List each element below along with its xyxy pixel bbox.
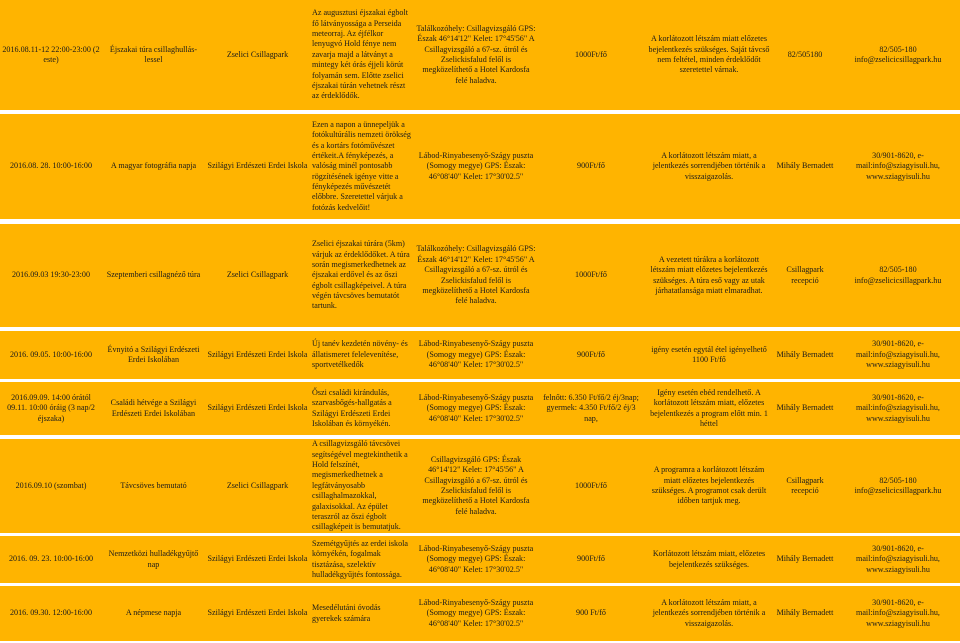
event-notes-cell [644,536,774,583]
event-description: A csillagvizsgáló távcsövei segítségével megtekinthetik a Hold felszínét, megismerkedhetnek a legfátványosabb csillaghalmazokkal, galaxisokkal. Az épület teraszról az őszi égbolt csillagképeit is bemutatjuk. [312,439,408,532]
event-location-cell [414,331,538,379]
event-info[interactable]: 82/505-180 info@zselicicsillagpark.hu [854,265,942,285]
event-description: Új tanév kezdetén növény- és állatismeret felelevenítése, sportvetélkedők [312,339,408,370]
event-location: Találkozóhely: Csillagvizsgáló GPS: Észak 46°14'12" Kelet: 17°45'56" A Csillagvizsgáló a 67-sz. útról és Zselickisfalud felől is megközelíthető a Hotel Kardosfa felé haladva. [416,244,536,306]
event-location-cell [414,382,538,435]
event-location-cell [414,114,538,219]
event-title-cell [102,224,205,327]
event-description: Ezen a napon a ünnepeljük a fotókultúrális nemzeti örökség és a kortárs fotóművészet értékeit.A fényképezés, a valóság minél pontosabb rögzítésének igénye vitte a fényképezés művészetét előbbre. Szeretettel várjuk a fotózás kedvelőit! [312,119,411,212]
event-venue: Zselici Csillagpark [226,49,289,59]
event-contact-cell [774,224,836,327]
event-info[interactable]: 30/901-8620, e-mail:info@sziagyisuli.hu, www.sziagyisuli.hu [856,392,940,423]
event-notes-cell [644,0,774,110]
event-venue: Szilágyi Erdészeti Erdei Iskola [207,349,308,359]
event-date-cell [0,114,102,219]
event-title: Éjszakai túra csillaghullás-lessel [109,44,198,64]
event-title-cell [102,114,205,219]
event-info-cell [836,586,960,641]
event-info[interactable]: 30/901-8620, e-mail:info@sziagyisuli.hu, www.sziagyisuli.hu [856,339,940,370]
event-description: Őszi családi kirándulás, szarvasbőgés-hallgatás a Szilágyi Erdészeti Erdei Iskolában és környékén. [312,387,392,428]
event-contact-cell [774,586,836,641]
event-title: Nemzetközi hulladékgyűjtő nap [108,549,199,569]
event-date-cell [0,0,102,110]
event-venue: Szilágyi Erdészeti Erdei Iskola [207,161,308,171]
event-info-cell [836,439,960,533]
event-location: Lábod-Rinyabesenyő-Szágy puszta (Somogy megye) GPS: Észak: 46°08'40" Kelet: 17°30'02.5" [418,597,534,628]
event-notes: Igény esetén ebéd rendelhető. A korlátozott létszám miatt, előzetes bejelentkezés a program előtt min. 1 héttel [650,387,768,428]
event-notes: Korlátozott létszám miatt, előzetes bejelentkezés szükséges. [652,549,766,569]
event-venue-cell [205,224,310,327]
event-date-cell [0,586,102,641]
event-description-cell [310,536,414,583]
event-contact-cell [774,382,836,435]
event-price: 1000Ft/fő [575,480,607,490]
event-info[interactable]: 30/901-8620, e-mail:info@sziagyisuli.hu, www.sziagyisuli.hu [856,150,940,181]
event-notes-cell [644,586,774,641]
event-notes-cell [644,439,774,533]
table-row [0,114,960,219]
event-description-cell [310,382,414,435]
event-venue: Zselici Csillagpark [226,270,289,280]
event-price: 900Ft/fő [577,161,605,171]
event-venue: Szilágyi Erdészeti Erdei Iskola [207,608,308,618]
event-title: Családi hétvége a Szilágyi Erdészeti Erdei Iskolában [110,398,197,418]
event-title-cell [102,331,205,379]
event-location-cell [414,224,538,327]
event-location: Lábod-Rinyabesenyő-Szágy puszta (Somogy megye) GPS: Észak: 46°08'40" Kelet: 17°30'02.5" [418,543,534,574]
event-date-cell [0,536,102,583]
event-notes: A korlátozott létszám miatt, a jelentkezés sorrendjében történik a visszaigazolás. [652,597,766,628]
event-title-cell [102,536,205,583]
event-price-cell [538,0,644,110]
event-description-cell [310,586,414,641]
event-price-cell [538,224,644,327]
event-notes-cell [644,224,774,327]
event-description: Szemétgyűjtés az erdei iskola környékén, fogalmak tisztázása, szelektív hulladékgyűjtés fontossága. [312,538,408,579]
table-row [0,382,960,435]
table-row [0,586,960,641]
event-price-cell [538,114,644,219]
event-price: 900Ft/fő [577,554,605,564]
event-title-cell [102,0,205,110]
event-venue-cell [205,331,310,379]
event-info-cell [836,382,960,435]
event-notes: A vezetett túrákra a korlátozott létszám miatt előzetes bejelentkezés szükséges. A túra eső vagy az utak járhatatlansága miatt elmaradhat. [650,254,768,295]
event-date: 2016. 09.05. 10:00-16:00 [9,349,93,359]
event-location-cell [414,586,538,641]
event-description-cell [310,331,414,379]
table-row [0,224,960,327]
event-venue-cell [205,586,310,641]
event-description-cell [310,114,414,219]
event-notes: A korlátozott létszám miatt, a jelentkezés sorrendjében történik a visszaigazolás. [652,150,766,181]
event-title-cell [102,382,205,435]
event-notes: igény esetén egytál étel igényelhető 1100 Ft/fő [651,344,767,364]
event-info-cell [836,224,960,327]
event-date-cell [0,382,102,435]
event-contact: Mihály Bernadett [776,349,834,359]
event-info[interactable]: 30/901-8620, e-mail:info@sziagyisuli.hu, www.sziagyisuli.hu [856,597,940,628]
event-date-cell [0,439,102,533]
event-contact: Csillagpark recepció [786,475,824,495]
event-contact-cell [774,114,836,219]
event-info-cell [836,331,960,379]
event-description-cell [310,224,414,327]
event-location: Lábod-Rinyabesenyő-Szágy puszta (Somogy megye) GPS: Észak: 46°08'40" Kelet: 17°30'02.5" [418,150,534,181]
table-row [0,439,960,533]
event-venue-cell [205,536,310,583]
event-title: Szeptemberi csillagnéző túra [106,270,201,280]
event-venue-cell [205,439,310,533]
event-contact-cell [774,0,836,110]
event-contact: Mihály Bernadett [776,403,834,413]
event-info-cell [836,114,960,219]
event-info-cell [836,0,960,110]
event-description: Az augusztusi éjszakai égbolt fő látványossága a Perseida meteorraj. Az éjfélkor lenyugvó Hold fénye nem zavarja majd a látványt a mintegy két órás éjjeli körút folyamán sem. Előtte zselici éjszakai túrán vehetnek részt az érdeklődők. [312,8,408,101]
event-info[interactable]: 82/505-180 info@zselicicsillagpark.hu [854,44,942,64]
event-contact-cell [774,439,836,533]
event-title: A magyar fotográfia napja [110,161,197,171]
event-notes: A korlátozott létszám miatt előzetes bejelentkezés szükséges. Saját távcső nem feltétel, minden érdeklődőt szeretettel várnak. [648,34,770,75]
event-description-cell [310,439,414,533]
event-venue-cell [205,114,310,219]
event-description: Mesedélutáni óvodás gyerekek számára [312,603,381,623]
event-date-cell [0,224,102,327]
event-contact-cell [774,331,836,379]
event-title: Évnyitó a Szilágyi Erdészeti Erdei Iskolában [107,344,200,364]
event-price-cell [538,586,644,641]
event-description-cell [310,0,414,110]
event-description: Zselici éjszakai túrára (5km) várjuk az érdeklődőket. A túra során megismerkedhetnek az éjszakai erdővel és az őszi égbolt csillagképeivel. A túra végén távcsöves bemutatót tartunk. [312,239,410,311]
event-notes-cell [644,114,774,219]
event-price: felnőtt: 6.350 Ft/fő/2 éj/3nap; gyermek: 4.350 Ft/fő/2 éj/3 nap, [543,392,639,423]
event-date: 2016.09.03 19:30-23:00 [11,270,90,280]
event-location-cell [414,536,538,583]
event-price: 1000Ft/fő [575,49,607,59]
event-venue-cell [205,382,310,435]
event-notes-cell [644,382,774,435]
event-price: 900 Ft/fő [576,608,606,618]
event-notes-cell [644,331,774,379]
event-date: 2016.09.10 (szombat) [15,480,87,490]
event-date: 2016. 09.30. 12:00-16:00 [9,608,93,618]
event-price-cell [538,331,644,379]
event-title: A népmese napja [125,608,182,618]
event-date: 2016. 09. 23. 10:00-16:00 [8,554,94,564]
event-info-cell [836,536,960,583]
event-venue: Szilágyi Erdészeti Erdei Iskola [207,554,308,564]
event-price-cell [538,536,644,583]
event-venue-cell [205,0,310,110]
event-contact-cell [774,536,836,583]
event-title-cell [102,586,205,641]
event-date: 2016.08. 28. 10:00-16:00 [9,161,93,171]
event-date: 2016.08.11-12 22:00-23:00 (2 este) [2,44,100,64]
event-contact: Csillagpark recepció [786,265,824,285]
event-title: Távcsöves bemutató [120,480,187,490]
event-date: 2016.09.09. 14:00 órától 09.11. 10:00 óráig (3 nap/2 éjszaka) [7,392,95,423]
event-location: Lábod-Rinyabesenyő-Szágy puszta (Somogy megye) GPS: Észak: 46°08'40" Kelet: 17°30'02.5" [418,392,534,423]
event-location-cell [414,439,538,533]
table-row [0,0,960,110]
event-location-cell [414,0,538,110]
event-venue: Zselici Csillagpark [226,480,289,490]
event-venue: Szilágyi Erdészeti Erdei Iskola [207,403,308,413]
event-contact: 82/505180 [787,49,823,59]
event-info[interactable]: 30/901-8620, e-mail:info@sziagyisuli.hu, www.sziagyisuli.hu [856,543,940,574]
event-price: 900Ft/fő [577,349,605,359]
event-date-cell [0,331,102,379]
event-price-cell [538,382,644,435]
event-location: Lábod-Rinyabesenyő-Szágy puszta (Somogy megye) GPS: Észak: 46°08'40" Kelet: 17°30'02.5" [418,339,534,370]
event-location: Találkozóhely: Csillagvizsgáló GPS: Észak 46°14'12" Kelet: 17°45'56" A Csillagvizsgáló a 67-sz. útról és Zselickisfalud felől is megközelíthető a Hotel Kardosfa felé haladva. [416,23,536,85]
table-row [0,331,960,379]
event-title-cell [102,439,205,533]
event-notes: A programra a korlátozott létszám miatt előzetes bejelentkezés szükséges. A programot csak derült időben tartjuk meg. [651,465,767,506]
event-contact: Mihály Bernadett [776,161,834,171]
event-info[interactable]: 82/505-180 info@zselicicsillagpark.hu [854,475,942,495]
table-row [0,536,960,583]
event-price: 1000Ft/fő [575,270,607,280]
event-contact: Mihály Bernadett [776,608,834,618]
event-contact: Mihály Bernadett [776,554,834,564]
event-price-cell [538,439,644,533]
event-location: Csillagvizsgáló GPS: Észak 46°14'12" Kelet: 17°45'56" A Csillagvizsgáló a 67-sz. útról és Zselickisfalud felől is megközelíthető a Hotel Kardosfa felé haladva. [422,454,530,516]
